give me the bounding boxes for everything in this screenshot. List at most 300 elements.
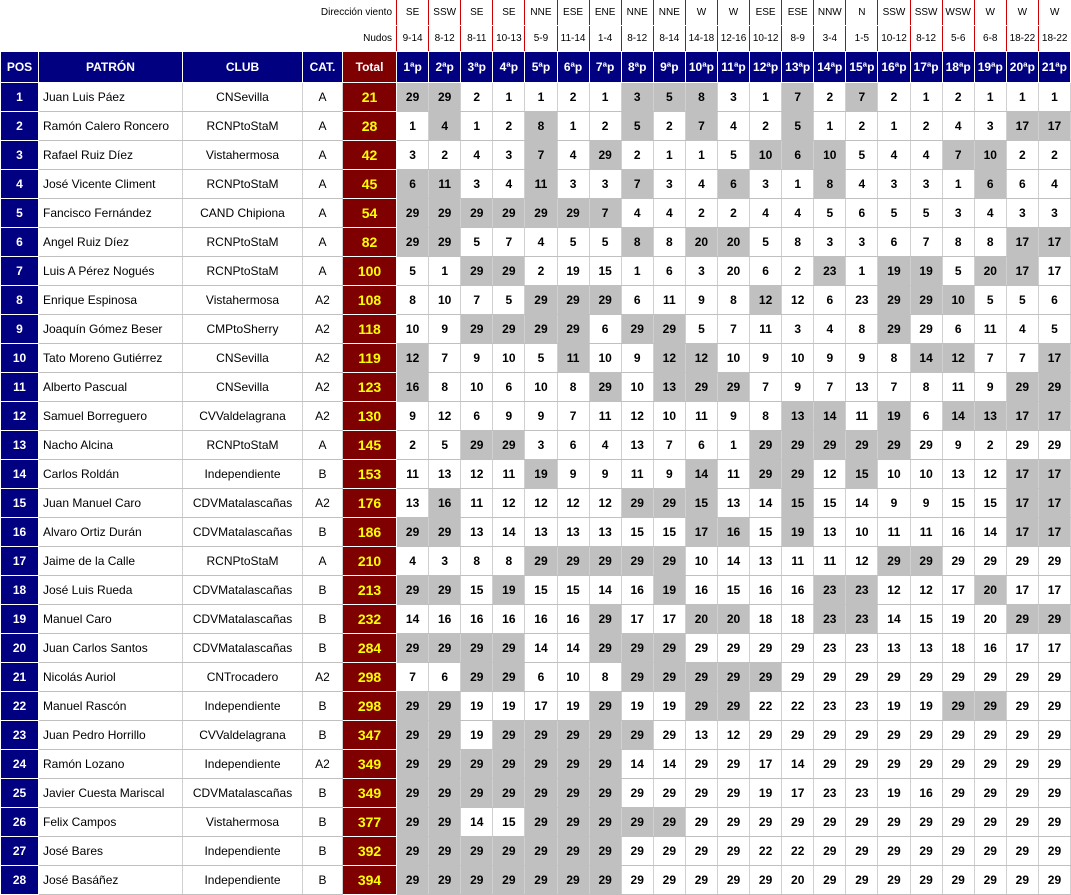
race-result-cell: 29 bbox=[589, 750, 621, 779]
race-result-cell: 9 bbox=[878, 489, 910, 518]
race-result-cell: 29 bbox=[942, 721, 974, 750]
category-cell: B bbox=[303, 721, 343, 750]
race-result-cell: 8 bbox=[653, 228, 685, 257]
table-row bbox=[1, 199, 1071, 228]
race-result-cell: 4 bbox=[653, 199, 685, 228]
knots-4: 10-13 bbox=[493, 26, 525, 52]
category-cell: A bbox=[303, 228, 343, 257]
race-result-cell: 11 bbox=[750, 315, 782, 344]
race-result-cell: 29 bbox=[1006, 779, 1038, 808]
total-cell: 377 bbox=[343, 808, 397, 837]
race-result-cell: 17 bbox=[1038, 257, 1070, 286]
race-result-cell: 5 bbox=[493, 286, 525, 315]
knots-7: 1-4 bbox=[589, 26, 621, 52]
race-result-cell: 29 bbox=[910, 721, 942, 750]
race-result-cell: 29 bbox=[974, 779, 1006, 808]
table-row bbox=[1, 837, 1071, 866]
race-result-cell: 3 bbox=[493, 141, 525, 170]
wind-direction-4: SE bbox=[493, 0, 525, 26]
race-result-cell: 16 bbox=[717, 518, 749, 547]
category-cell: A2 bbox=[303, 489, 343, 518]
sailor-name-cell: Nacho Alcina bbox=[39, 431, 183, 460]
race-result-cell: 29 bbox=[717, 779, 749, 808]
race-result-cell: 5 bbox=[942, 257, 974, 286]
race-result-cell: 29 bbox=[974, 663, 1006, 692]
race-result-cell: 29 bbox=[685, 634, 717, 663]
race-result-cell: 29 bbox=[653, 866, 685, 895]
race-result-cell: 29 bbox=[589, 547, 621, 576]
wind-direction-label: Dirección viento bbox=[1, 0, 397, 26]
club-cell: RCNPtoStaM bbox=[183, 547, 303, 576]
race-result-cell: 29 bbox=[942, 692, 974, 721]
position-cell: 20 bbox=[1, 634, 39, 663]
race-result-cell: 29 bbox=[429, 779, 461, 808]
race-result-cell: 29 bbox=[782, 431, 814, 460]
column-header-race-2: 2ªp bbox=[429, 52, 461, 83]
race-result-cell: 29 bbox=[461, 634, 493, 663]
wind-direction-12: ESE bbox=[750, 0, 782, 26]
race-result-cell: 17 bbox=[1006, 257, 1038, 286]
table-row bbox=[1, 779, 1071, 808]
race-result-cell: 14 bbox=[942, 402, 974, 431]
table-row bbox=[1, 112, 1071, 141]
knots-11: 12-16 bbox=[717, 26, 749, 52]
knots-6: 11-14 bbox=[557, 26, 589, 52]
club-cell: CDVMatalascañas bbox=[183, 576, 303, 605]
race-result-cell: 19 bbox=[461, 692, 493, 721]
wind-direction-8: NNE bbox=[621, 0, 653, 26]
race-result-cell: 23 bbox=[814, 692, 846, 721]
wind-direction-15: N bbox=[846, 0, 878, 26]
knots-3: 8-11 bbox=[461, 26, 493, 52]
knots-16: 10-12 bbox=[878, 26, 910, 52]
race-result-cell: 3 bbox=[397, 141, 429, 170]
race-result-cell: 29 bbox=[621, 721, 653, 750]
race-result-cell: 2 bbox=[589, 112, 621, 141]
wind-direction-9: NNE bbox=[653, 0, 685, 26]
race-result-cell: 5 bbox=[974, 286, 1006, 315]
race-result-cell: 29 bbox=[878, 286, 910, 315]
race-result-cell: 29 bbox=[397, 199, 429, 228]
race-result-cell: 12 bbox=[525, 489, 557, 518]
race-result-cell: 19 bbox=[557, 257, 589, 286]
race-result-cell: 29 bbox=[717, 750, 749, 779]
race-result-cell: 29 bbox=[974, 547, 1006, 576]
race-result-cell: 29 bbox=[653, 721, 685, 750]
race-result-cell: 12 bbox=[814, 460, 846, 489]
race-result-cell: 14 bbox=[782, 750, 814, 779]
race-result-cell: 1 bbox=[397, 112, 429, 141]
race-result-cell: 29 bbox=[750, 866, 782, 895]
race-result-cell: 2 bbox=[621, 141, 653, 170]
club-cell: RCNPtoStaM bbox=[183, 257, 303, 286]
race-result-cell: 29 bbox=[1006, 866, 1038, 895]
race-result-cell: 29 bbox=[557, 837, 589, 866]
category-cell: A2 bbox=[303, 286, 343, 315]
wind-direction-row bbox=[1, 0, 1071, 26]
race-result-cell: 11 bbox=[493, 460, 525, 489]
race-result-cell: 8 bbox=[621, 228, 653, 257]
column-header-race-20: 20ªp bbox=[1006, 52, 1038, 83]
race-result-cell: 13 bbox=[621, 431, 653, 460]
race-result-cell: 16 bbox=[461, 605, 493, 634]
race-result-cell: 10 bbox=[814, 141, 846, 170]
race-result-cell: 13 bbox=[397, 489, 429, 518]
race-result-cell: 29 bbox=[429, 721, 461, 750]
race-result-cell: 4 bbox=[429, 112, 461, 141]
race-result-cell: 13 bbox=[974, 402, 1006, 431]
sailor-name-cell: Luis A Pérez Nogués bbox=[39, 257, 183, 286]
race-result-cell: 29 bbox=[685, 373, 717, 402]
race-result-cell: 20 bbox=[717, 257, 749, 286]
race-result-cell: 29 bbox=[910, 808, 942, 837]
race-result-cell: 15 bbox=[846, 460, 878, 489]
column-header-race-1: 1ªp bbox=[397, 52, 429, 83]
race-result-cell: 7 bbox=[685, 112, 717, 141]
race-result-cell: 29 bbox=[557, 721, 589, 750]
race-result-cell: 29 bbox=[910, 866, 942, 895]
race-result-cell: 20 bbox=[717, 605, 749, 634]
club-cell: Independiente bbox=[183, 837, 303, 866]
race-result-cell: 29 bbox=[814, 750, 846, 779]
column-header-race-16: 16ªp bbox=[878, 52, 910, 83]
category-cell: A bbox=[303, 431, 343, 460]
race-result-cell: 10 bbox=[621, 373, 653, 402]
race-result-cell: 9 bbox=[525, 402, 557, 431]
race-result-cell: 29 bbox=[525, 837, 557, 866]
race-result-cell: 9 bbox=[557, 460, 589, 489]
club-cell: Independiente bbox=[183, 750, 303, 779]
race-result-cell: 29 bbox=[1006, 373, 1038, 402]
table-row bbox=[1, 808, 1071, 837]
race-result-cell: 14 bbox=[878, 605, 910, 634]
race-result-cell: 23 bbox=[846, 286, 878, 315]
position-cell: 8 bbox=[1, 286, 39, 315]
race-result-cell: 4 bbox=[1006, 315, 1038, 344]
race-result-cell: 9 bbox=[942, 431, 974, 460]
race-result-cell: 5 bbox=[429, 431, 461, 460]
race-result-cell: 29 bbox=[782, 634, 814, 663]
race-result-cell: 7 bbox=[910, 228, 942, 257]
race-result-cell: 29 bbox=[1038, 605, 1070, 634]
race-result-cell: 29 bbox=[525, 750, 557, 779]
position-cell: 24 bbox=[1, 750, 39, 779]
club-cell: Vistahermosa bbox=[183, 141, 303, 170]
race-result-cell: 10 bbox=[685, 547, 717, 576]
race-result-cell: 29 bbox=[525, 779, 557, 808]
race-result-cell: 22 bbox=[750, 692, 782, 721]
knots-row bbox=[1, 26, 1071, 52]
total-cell: 186 bbox=[343, 518, 397, 547]
race-result-cell: 12 bbox=[429, 402, 461, 431]
race-result-cell: 4 bbox=[717, 112, 749, 141]
race-result-cell: 14 bbox=[974, 518, 1006, 547]
race-result-cell: 29 bbox=[878, 547, 910, 576]
knots-1: 9-14 bbox=[397, 26, 429, 52]
race-result-cell: 18 bbox=[942, 634, 974, 663]
sailor-name-cell: Juan Carlos Santos bbox=[39, 634, 183, 663]
race-result-cell: 29 bbox=[910, 315, 942, 344]
race-result-cell: 9 bbox=[750, 344, 782, 373]
sailor-name-cell: Juan Luis Páez bbox=[39, 83, 183, 112]
race-result-cell: 29 bbox=[750, 721, 782, 750]
race-result-cell: 4 bbox=[878, 141, 910, 170]
race-result-cell: 2 bbox=[878, 83, 910, 112]
race-result-cell: 15 bbox=[685, 489, 717, 518]
position-cell: 22 bbox=[1, 692, 39, 721]
race-result-cell: 14 bbox=[397, 605, 429, 634]
race-result-cell: 29 bbox=[910, 431, 942, 460]
race-result-cell: 1 bbox=[621, 257, 653, 286]
position-cell: 14 bbox=[1, 460, 39, 489]
race-result-cell: 29 bbox=[461, 257, 493, 286]
race-result-cell: 29 bbox=[589, 634, 621, 663]
race-result-cell: 29 bbox=[589, 286, 621, 315]
race-result-cell: 23 bbox=[846, 692, 878, 721]
category-cell: A bbox=[303, 112, 343, 141]
race-result-cell: 3 bbox=[878, 170, 910, 199]
race-result-cell: 29 bbox=[1038, 373, 1070, 402]
race-result-cell: 2 bbox=[846, 112, 878, 141]
race-result-cell: 29 bbox=[653, 837, 685, 866]
race-result-cell: 4 bbox=[910, 141, 942, 170]
column-header-race-14: 14ªp bbox=[814, 52, 846, 83]
club-cell: Independiente bbox=[183, 692, 303, 721]
table-row bbox=[1, 547, 1071, 576]
race-result-cell: 8 bbox=[493, 547, 525, 576]
race-result-cell: 29 bbox=[1038, 750, 1070, 779]
category-cell: B bbox=[303, 605, 343, 634]
column-header-row bbox=[1, 52, 1071, 83]
race-result-cell: 23 bbox=[846, 605, 878, 634]
knots-18: 5-6 bbox=[942, 26, 974, 52]
club-cell: Independiente bbox=[183, 460, 303, 489]
sailor-name-cell: Enrique Espinosa bbox=[39, 286, 183, 315]
race-result-cell: 7 bbox=[942, 141, 974, 170]
race-result-cell: 13 bbox=[525, 518, 557, 547]
race-result-cell: 29 bbox=[493, 257, 525, 286]
race-result-cell: 29 bbox=[878, 750, 910, 779]
race-result-cell: 22 bbox=[750, 837, 782, 866]
race-result-cell: 9 bbox=[910, 489, 942, 518]
race-result-cell: 13 bbox=[750, 547, 782, 576]
race-result-cell: 1 bbox=[1006, 83, 1038, 112]
total-cell: 123 bbox=[343, 373, 397, 402]
race-result-cell: 29 bbox=[429, 83, 461, 112]
race-result-cell: 12 bbox=[974, 460, 1006, 489]
wind-direction-2: SSW bbox=[429, 0, 461, 26]
race-result-cell: 6 bbox=[910, 402, 942, 431]
total-cell: 145 bbox=[343, 431, 397, 460]
club-cell: RCNPtoStaM bbox=[183, 170, 303, 199]
race-result-cell: 29 bbox=[717, 663, 749, 692]
race-result-cell: 9 bbox=[589, 460, 621, 489]
total-cell: 232 bbox=[343, 605, 397, 634]
race-result-cell: 10 bbox=[974, 141, 1006, 170]
race-result-cell: 29 bbox=[525, 866, 557, 895]
race-result-cell: 29 bbox=[461, 431, 493, 460]
race-result-cell: 8 bbox=[557, 373, 589, 402]
race-result-cell: 17 bbox=[1038, 489, 1070, 518]
table-row bbox=[1, 83, 1071, 112]
total-cell: 118 bbox=[343, 315, 397, 344]
column-header-race-11: 11ªp bbox=[717, 52, 749, 83]
total-cell: 21 bbox=[343, 83, 397, 112]
race-result-cell: 3 bbox=[750, 170, 782, 199]
race-result-cell: 29 bbox=[397, 692, 429, 721]
position-cell: 25 bbox=[1, 779, 39, 808]
race-result-cell: 13 bbox=[557, 518, 589, 547]
race-result-cell: 6 bbox=[750, 257, 782, 286]
race-result-cell: 29 bbox=[1038, 547, 1070, 576]
race-result-cell: 29 bbox=[621, 837, 653, 866]
race-result-cell: 1 bbox=[814, 112, 846, 141]
race-result-cell: 29 bbox=[814, 663, 846, 692]
race-result-cell: 1 bbox=[429, 257, 461, 286]
table-row bbox=[1, 576, 1071, 605]
sailor-name-cell: Alberto Pascual bbox=[39, 373, 183, 402]
race-result-cell: 6 bbox=[685, 431, 717, 460]
race-result-cell: 29 bbox=[814, 866, 846, 895]
race-result-cell: 1 bbox=[461, 112, 493, 141]
position-cell: 2 bbox=[1, 112, 39, 141]
race-result-cell: 29 bbox=[685, 692, 717, 721]
race-result-cell: 29 bbox=[557, 199, 589, 228]
race-result-cell: 5 bbox=[782, 112, 814, 141]
sailor-name-cell: Carlos Roldán bbox=[39, 460, 183, 489]
race-result-cell: 4 bbox=[974, 199, 1006, 228]
race-result-cell: 3 bbox=[717, 83, 749, 112]
race-result-cell: 8 bbox=[717, 286, 749, 315]
race-result-cell: 11 bbox=[653, 286, 685, 315]
race-result-cell: 6 bbox=[621, 286, 653, 315]
category-cell: A2 bbox=[303, 750, 343, 779]
club-cell: Vistahermosa bbox=[183, 286, 303, 315]
race-result-cell: 29 bbox=[974, 721, 1006, 750]
race-result-cell: 11 bbox=[685, 402, 717, 431]
race-result-cell: 29 bbox=[589, 373, 621, 402]
race-result-cell: 8 bbox=[846, 315, 878, 344]
race-result-cell: 23 bbox=[846, 779, 878, 808]
race-result-cell: 29 bbox=[461, 199, 493, 228]
sailor-name-cell: Fancisco Fernández bbox=[39, 199, 183, 228]
race-result-cell: 29 bbox=[782, 808, 814, 837]
race-result-cell: 29 bbox=[525, 808, 557, 837]
race-result-cell: 11 bbox=[429, 170, 461, 199]
race-result-cell: 15 bbox=[782, 489, 814, 518]
race-result-cell: 5 bbox=[621, 112, 653, 141]
race-result-cell: 6 bbox=[846, 199, 878, 228]
race-result-cell: 4 bbox=[846, 170, 878, 199]
race-result-cell: 1 bbox=[910, 83, 942, 112]
race-result-cell: 16 bbox=[557, 605, 589, 634]
race-result-cell: 29 bbox=[461, 779, 493, 808]
race-result-cell: 1 bbox=[1038, 83, 1070, 112]
total-cell: 349 bbox=[343, 750, 397, 779]
race-result-cell: 29 bbox=[910, 286, 942, 315]
race-result-cell: 29 bbox=[525, 547, 557, 576]
race-result-cell: 22 bbox=[782, 837, 814, 866]
race-result-cell: 29 bbox=[525, 199, 557, 228]
race-result-cell: 14 bbox=[846, 489, 878, 518]
sailor-name-cell: Felix Campos bbox=[39, 808, 183, 837]
race-result-cell: 5 bbox=[653, 83, 685, 112]
race-result-cell: 6 bbox=[397, 170, 429, 199]
race-result-cell: 15 bbox=[942, 489, 974, 518]
total-cell: 298 bbox=[343, 692, 397, 721]
race-result-cell: 11 bbox=[878, 518, 910, 547]
race-result-cell: 17 bbox=[1006, 402, 1038, 431]
race-result-cell: 29 bbox=[429, 634, 461, 663]
knots-2: 8-12 bbox=[429, 26, 461, 52]
race-result-cell: 29 bbox=[589, 721, 621, 750]
race-result-cell: 23 bbox=[814, 605, 846, 634]
race-result-cell: 15 bbox=[589, 257, 621, 286]
race-result-cell: 29 bbox=[621, 779, 653, 808]
race-result-cell: 17 bbox=[1006, 518, 1038, 547]
race-result-cell: 19 bbox=[910, 692, 942, 721]
race-result-cell: 1 bbox=[974, 83, 1006, 112]
race-result-cell: 29 bbox=[685, 779, 717, 808]
race-result-cell: 29 bbox=[974, 692, 1006, 721]
race-result-cell: 29 bbox=[717, 808, 749, 837]
race-result-cell: 29 bbox=[557, 286, 589, 315]
race-result-cell: 29 bbox=[429, 518, 461, 547]
category-cell: B bbox=[303, 866, 343, 895]
category-cell: A bbox=[303, 141, 343, 170]
race-result-cell: 29 bbox=[429, 692, 461, 721]
race-result-cell: 29 bbox=[621, 663, 653, 692]
total-cell: 210 bbox=[343, 547, 397, 576]
race-result-cell: 2 bbox=[557, 83, 589, 112]
race-result-cell: 17 bbox=[1006, 489, 1038, 518]
wind-direction-21: W bbox=[1038, 0, 1070, 26]
race-result-cell: 29 bbox=[397, 837, 429, 866]
race-result-cell: 1 bbox=[942, 170, 974, 199]
race-result-cell: 15 bbox=[974, 489, 1006, 518]
race-result-cell: 29 bbox=[717, 866, 749, 895]
race-result-cell: 29 bbox=[685, 837, 717, 866]
race-result-cell: 4 bbox=[750, 199, 782, 228]
race-result-cell: 9 bbox=[782, 373, 814, 402]
race-result-cell: 29 bbox=[782, 663, 814, 692]
column-header-race-6: 6ªp bbox=[557, 52, 589, 83]
column-header-race-19: 19ªp bbox=[974, 52, 1006, 83]
race-result-cell: 16 bbox=[750, 576, 782, 605]
race-result-cell: 29 bbox=[974, 866, 1006, 895]
race-result-cell: 4 bbox=[942, 112, 974, 141]
race-result-cell: 11 bbox=[910, 518, 942, 547]
sailor-name-cell: Tato Moreno Gutiérrez bbox=[39, 344, 183, 373]
total-cell: 394 bbox=[343, 866, 397, 895]
race-result-cell: 29 bbox=[750, 663, 782, 692]
sailor-name-cell: José Luis Rueda bbox=[39, 576, 183, 605]
race-result-cell: 19 bbox=[621, 692, 653, 721]
race-result-cell: 19 bbox=[878, 692, 910, 721]
column-header-race-10: 10ªp bbox=[685, 52, 717, 83]
knots-15: 1-5 bbox=[846, 26, 878, 52]
race-result-cell: 29 bbox=[846, 866, 878, 895]
race-result-cell: 29 bbox=[846, 837, 878, 866]
race-result-cell: 29 bbox=[557, 315, 589, 344]
race-result-cell: 4 bbox=[1038, 170, 1070, 199]
total-cell: 213 bbox=[343, 576, 397, 605]
race-result-cell: 29 bbox=[942, 663, 974, 692]
race-result-cell: 7 bbox=[974, 344, 1006, 373]
race-result-cell: 17 bbox=[750, 750, 782, 779]
total-cell: 100 bbox=[343, 257, 397, 286]
race-result-cell: 29 bbox=[910, 837, 942, 866]
